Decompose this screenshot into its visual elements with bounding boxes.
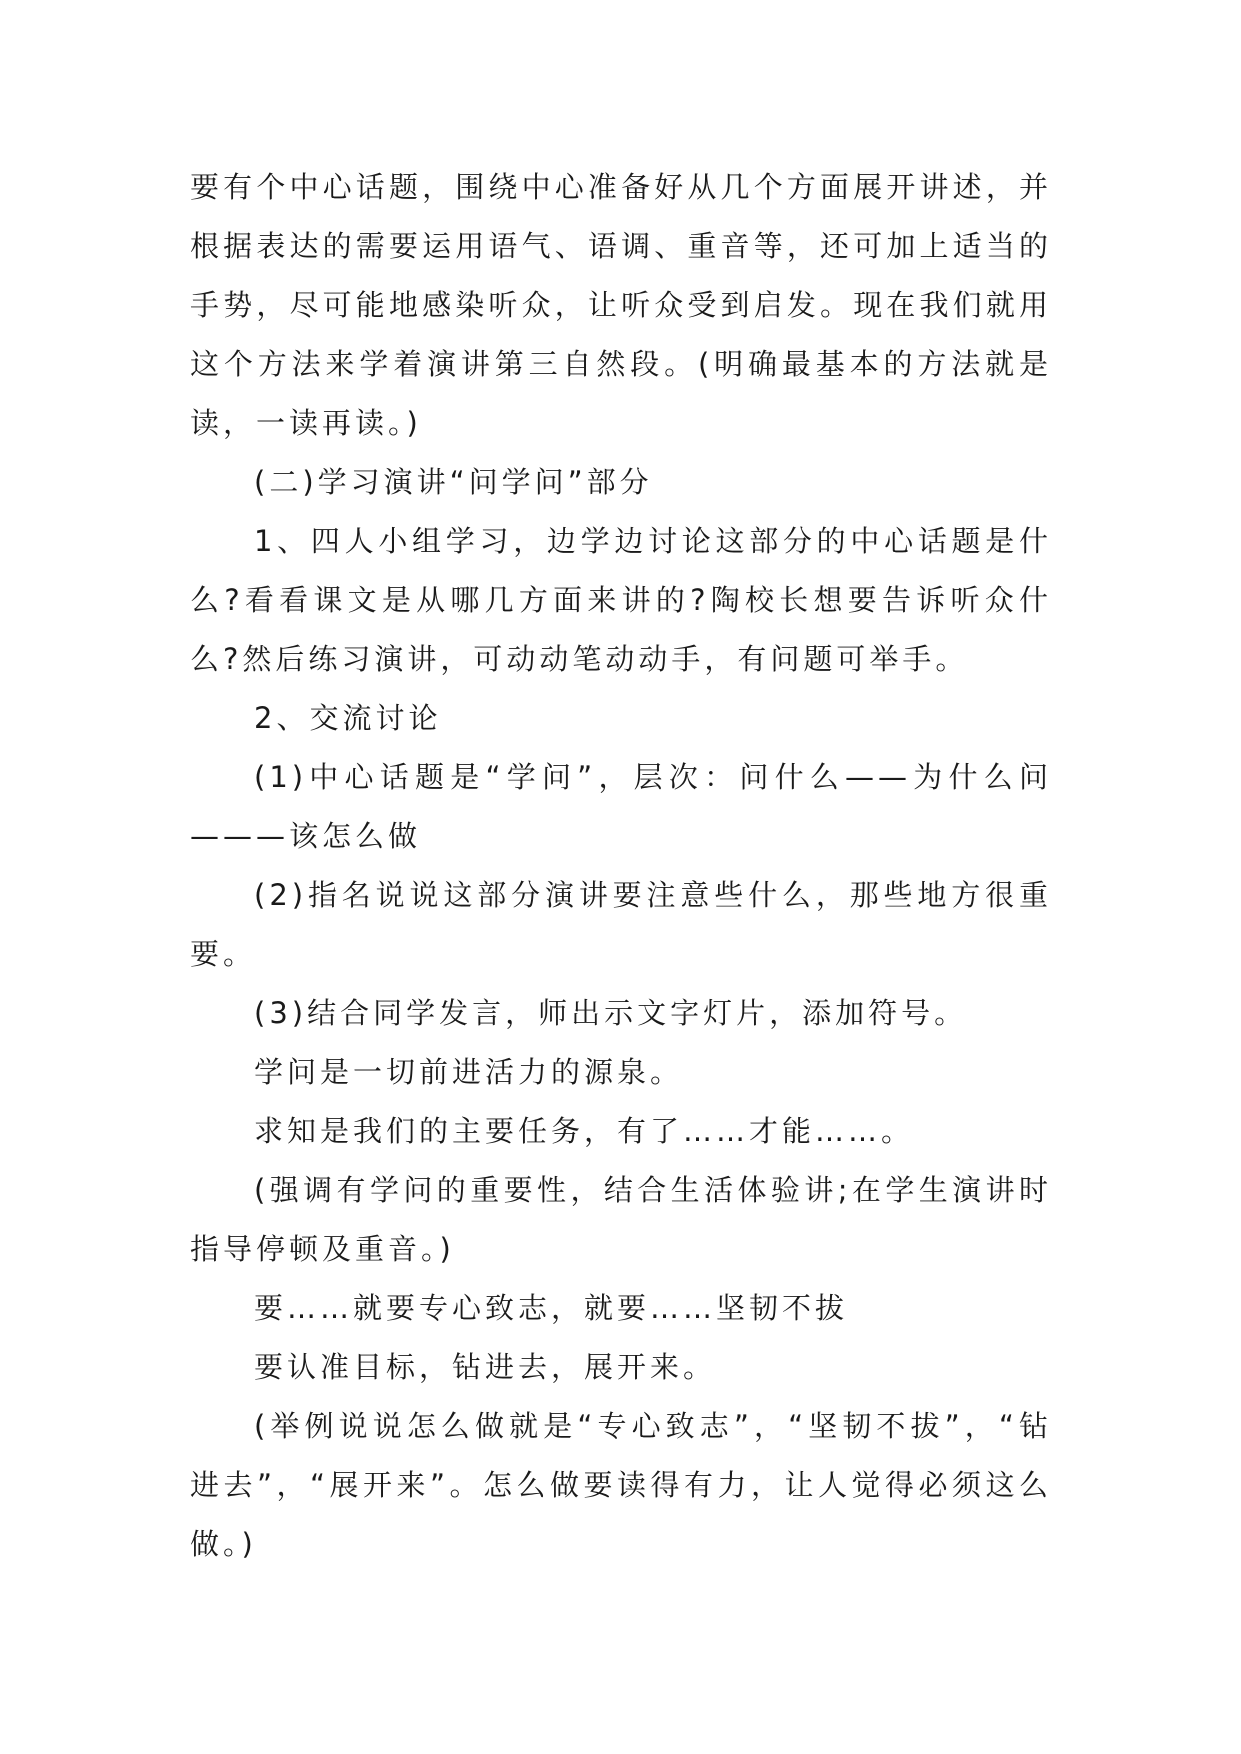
paragraph: 要……就要专心致志，就要……坚韧不拔 [254,1291,849,1325]
paragraph: 要有个中心话题，围绕中心准备好从几个方面展开讲述，并根据表达的需要运用语气、语调、重音等，还可加上适当的手势，尽可能地感染听众，让听众受到启发。现在我们就用这个方法来学着演讲第三自然段。(明确最基本的方法就是读，一读再读。) [190,170,1052,440]
paragraph: 要认准目标，钻进去，展开来。 [254,1350,717,1384]
paragraph: (3)结合同学发言，师出示文字灯片，添加符号。 [254,996,968,1030]
paragraph: (强调有学问的重要性，结合生活体验讲;在学生演讲时指导停顿及重音。) [190,1173,1052,1266]
paragraph: 1、四人小组学习，边学边讨论这部分的中心话题是什么?看看课文是从哪几方面来讲的?陶校长想要告诉听众什么?然后练习演讲，可动动笔动动手，有问题可举手。 [190,524,1052,676]
paragraph: (2)指名说说这部分演讲要注意些什么，那些地方很重要。 [190,878,1052,971]
paragraph: (举例说说怎么做就是“专心致志”，“坚韧不拔”，“钻进去”，“展开来”。怎么做要读得有力，让人觉得必须这么做。) [190,1409,1052,1561]
paragraph: 求知是我们的主要任务，有了……才能……。 [254,1114,915,1148]
paragraph: 学问是一切前进活力的源泉。 [254,1055,684,1089]
document-page [190,158,1052,1574]
paragraph: (1)中心话题是“学问”，层次：问什么——为什么问———该怎么做 [190,760,1052,853]
subsection-heading: 2、交流讨论 [254,701,442,735]
section-heading: (二)学习演讲“问学问”部分 [254,465,653,499]
